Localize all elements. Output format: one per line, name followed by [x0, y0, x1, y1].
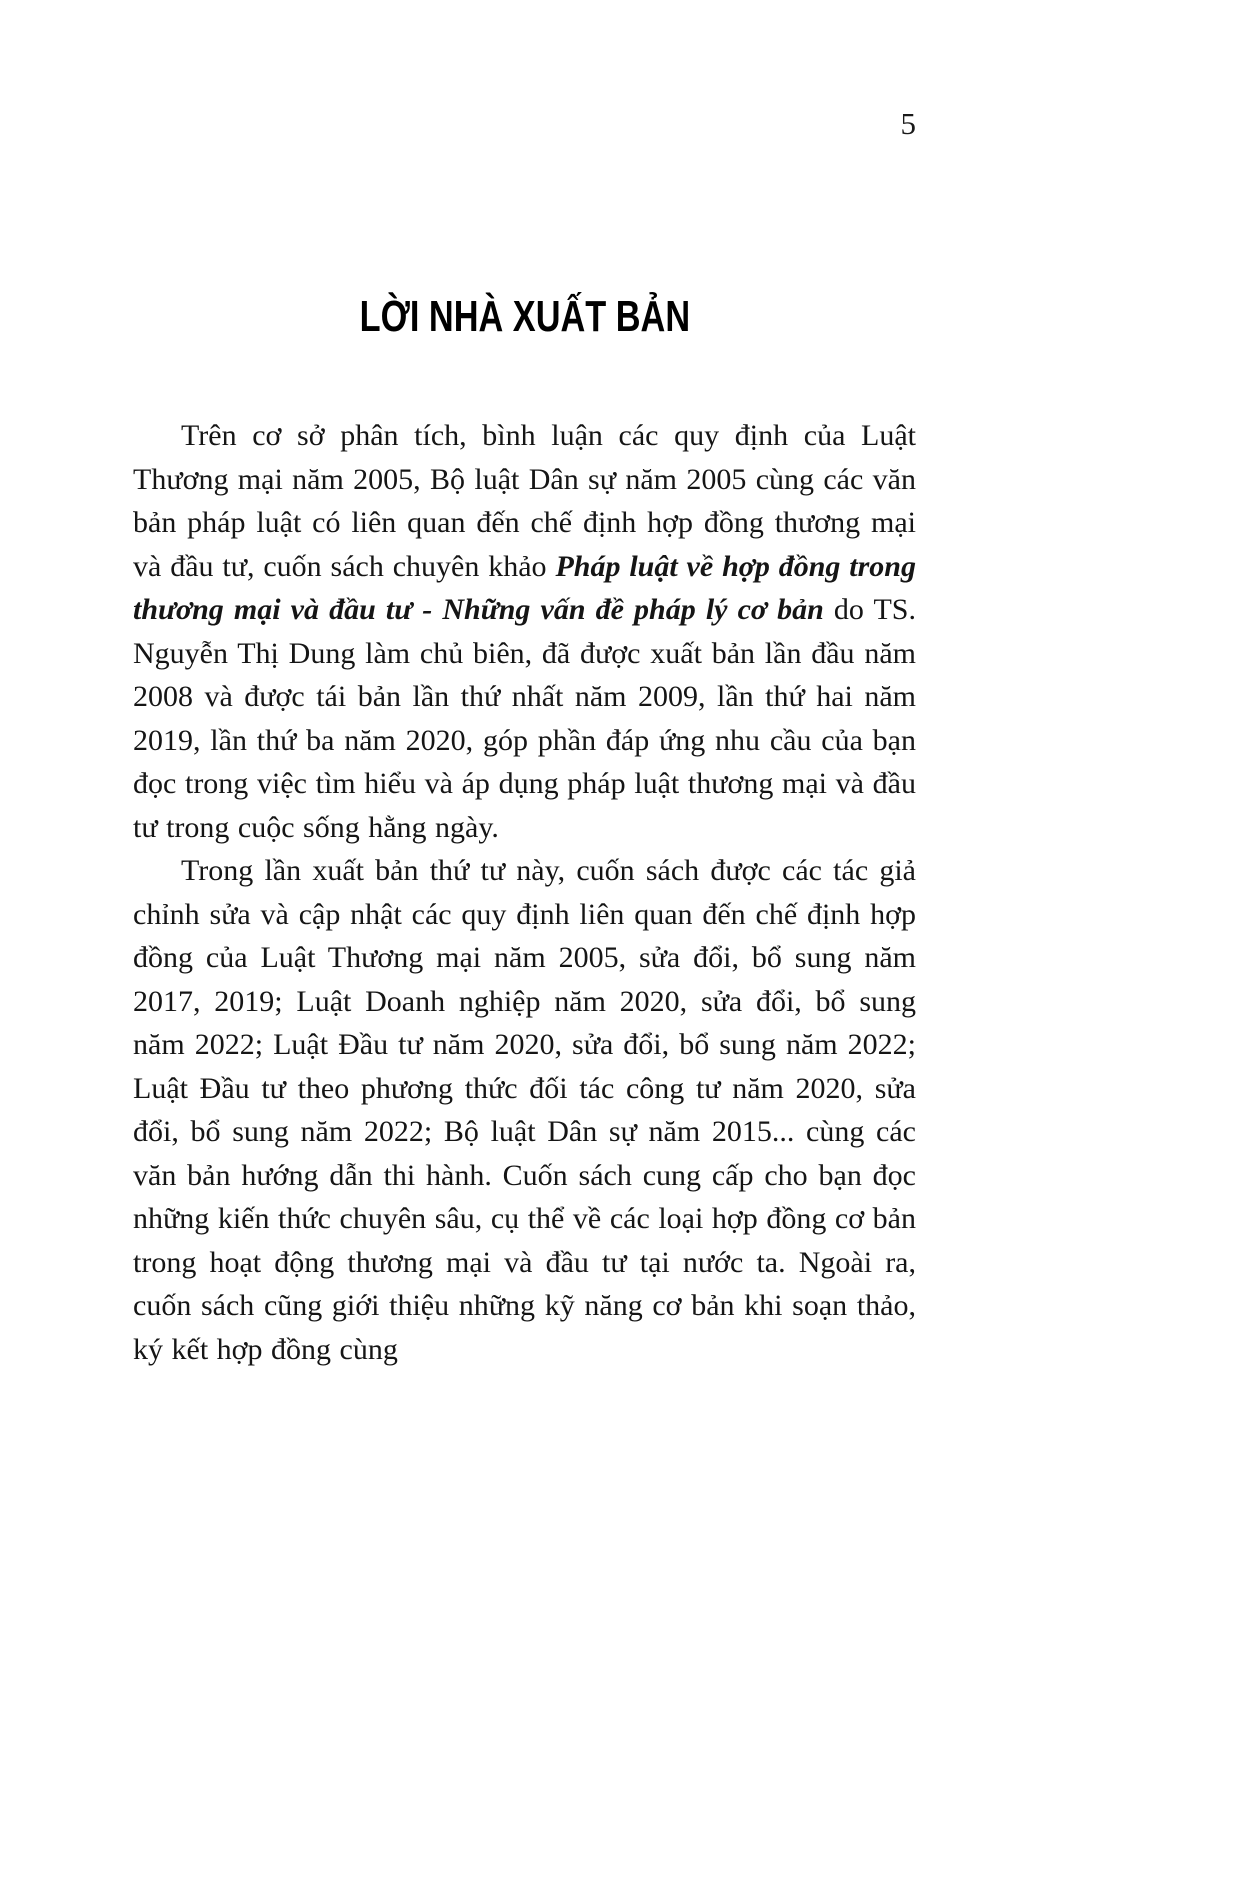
- paragraph-2-segment-1: Trong lần xuất bản thứ tư này, cuốn sách được các tác giả chỉnh sửa và cập nhật các quy định liên quan đến chế định hợp đồng của Luật Thương mại năm 2005, sửa đổi, bổ sung năm 2017, 2019; Luật Doanh nghiệp năm 2020, sửa đổi, bổ sung năm 2022; Luật Đầu tư năm 2020, sửa đổi, bổ sung năm 2022; Luật Đầu tư theo phương thức đối tác công tư năm 2020, sửa đổi, bổ sung năm 2022; Bộ luật Dân sự năm 2015... cùng các văn bản hướng dẫn thi hành. Cuốn sách cung cấp cho bạn đọc những kiến thức chuyên sâu, cụ thể về các loại hợp đồng cơ bản trong hoạt động thương mại và đầu tư tại nước ta. Ngoài ra, cuốn sách cũng giới thiệu những kỹ năng cơ bản khi soạn thảo, ký kết hợp đồng cùng: [133, 854, 916, 1366]
- body-text: [133, 414, 916, 1371]
- paragraph-1: [133, 414, 916, 849]
- chapter-heading: [133, 292, 916, 342]
- chapter-heading-text: LỜI NHÀ XUẤT BẢN: [359, 292, 690, 341]
- paragraph-1-segment-1: Trên cơ sở phân tích, bình luận các quy định của Luật Thương mại năm 2005, Bộ luật Dân sự năm 2005 cùng các văn bản pháp luật có liên quan đến chế định hợp đồng thương mại và đầu tư, cuốn sách chuyên khảo: [133, 419, 916, 583]
- paragraph-2: [133, 849, 916, 1371]
- book-title-emphasis: Pháp luật về hợp đồng trong thương mại và đầu tư - Những vấn đề pháp lý cơ bản: [133, 549, 916, 626]
- page-number: 5: [900, 106, 916, 141]
- paragraph-1-segment-3: do TS. Nguyễn Thị Dung làm chủ biên, đã được xuất bản lần đầu năm 2008 và được tái bản lần thứ nhất năm 2009, lần thứ hai năm 2019, lần thứ ba năm 2020, góp phần đáp ứng nhu cầu của bạn đọc trong việc tìm hiểu và áp dụng pháp luật thương mại và đầu tư trong cuộc sống hằng ngày.: [133, 593, 916, 844]
